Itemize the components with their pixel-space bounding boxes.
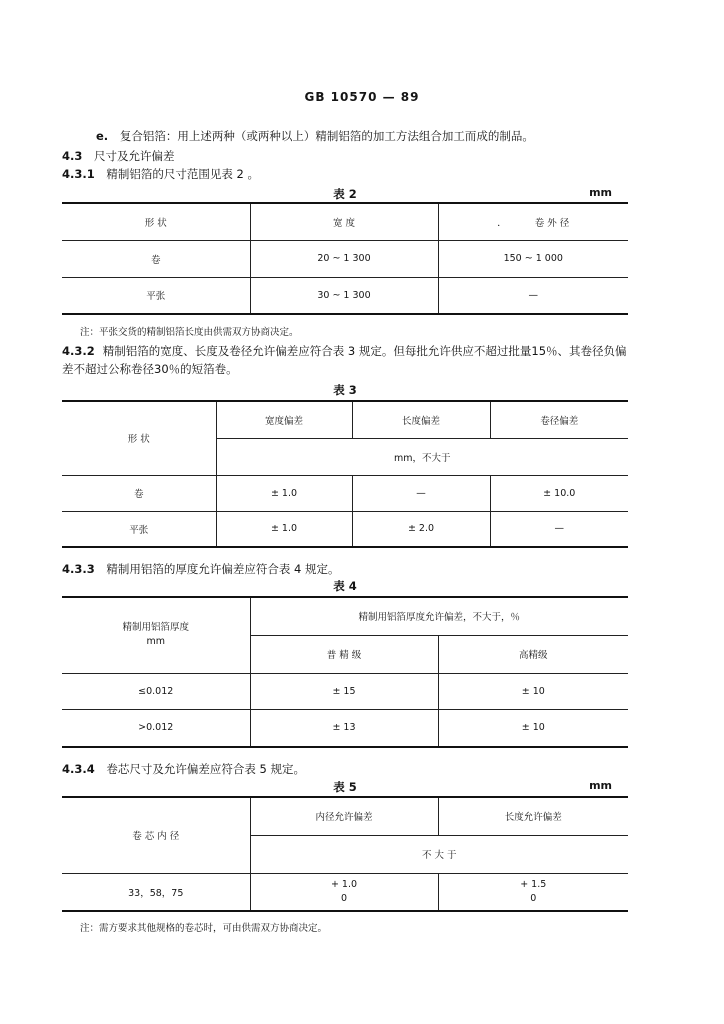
table5-unit: mm: [589, 779, 612, 792]
table5-caption: 表 5: [333, 780, 357, 794]
table4-header-row: [62, 597, 628, 635]
table2-caption: 表 2: [333, 187, 357, 201]
table3: [62, 400, 628, 548]
table2-cell-shape: 卷: [62, 240, 250, 277]
table3-cell-width-dev: ± 1.0: [216, 511, 352, 547]
table2-cell-shape: 平张: [62, 277, 250, 314]
table3-cell-length-dev: —: [352, 475, 490, 511]
table2-header-mark: ．: [497, 217, 507, 229]
section-4-3-2-text: 精制铝箔的宽度、长度及卷径允许偏差应符合表 3 规定。但每批允许供应不超过批量15％、其卷径负偏差不超过公称卷径30％的短箔卷。: [62, 344, 627, 376]
table-row: [62, 873, 628, 911]
table2: [62, 202, 628, 315]
section-4-3-2-number: 4.3.2: [62, 344, 95, 358]
table4-header-high-grade: 高精级: [438, 635, 628, 673]
table-row: [62, 277, 628, 314]
table3-cell-diameter-dev: —: [490, 511, 628, 547]
table2-header-width: 宽 度: [250, 203, 438, 240]
table4-cell-standard: ± 15: [250, 673, 438, 709]
table-row: [62, 709, 628, 747]
table4-cell-standard: ± 13: [250, 709, 438, 747]
table2-header-outer-diameter: ． 卷 外 径: [438, 203, 628, 240]
table4-cell-high: ± 10: [438, 673, 628, 709]
table3-cell-shape: 卷: [62, 475, 216, 511]
item-e-marker: e.: [96, 129, 109, 143]
table2-header-row: [62, 203, 628, 240]
section-4-3-3-number: 4.3.3: [62, 562, 95, 576]
table5-header-length-dev: 长度允许偏差: [438, 797, 628, 835]
table4-header-standard-grade: 普 精 级: [250, 635, 438, 673]
table5-note: 注：需方要求其他规格的卷芯时，可由供需双方协商决定。: [80, 923, 328, 934]
table5-length-lower: 0: [530, 892, 537, 904]
table3-cell-width-dev: ± 1.0: [216, 475, 352, 511]
table5-header-row: [62, 797, 628, 835]
section-4-3-1-number: 4.3.1: [62, 167, 95, 181]
table5-inner-upper: + 1.0: [330, 878, 358, 890]
table2-cell-outer-diameter: 150 ~ 1 000: [438, 240, 628, 277]
table4: [62, 596, 628, 748]
table5-cell-core: 33，58，75: [62, 873, 250, 911]
table2-cell-width: 20 ~ 1 300: [250, 240, 438, 277]
table3-cell-length-dev: ± 2.0: [352, 511, 490, 547]
table3-header-length-dev: 长度偏差: [352, 401, 490, 438]
table2-header-shape: 形 状: [62, 203, 250, 240]
section-4-3-4: [62, 761, 305, 777]
table4-cell-high: ± 10: [438, 709, 628, 747]
section-4-3-4-number: 4.3.4: [62, 762, 95, 776]
table3-header-row: [62, 401, 628, 438]
table-row: [62, 511, 628, 547]
table5: [62, 796, 628, 912]
table5-subheader: 不 大 于: [250, 835, 628, 873]
table3-header-shape: 形 状: [62, 401, 216, 475]
item-e: [96, 128, 534, 144]
section-4-3-4-text: 卷芯尺寸及允许偏差应符合表 5 规定。: [106, 762, 306, 776]
table4-cell-thickness: ≤0.012: [62, 673, 250, 709]
section-4-3-2: [62, 342, 628, 378]
table5-header-inner-diameter-dev: 内径允许偏差: [250, 797, 438, 835]
table4-row-header-label: 精制用铝箔厚度: [122, 622, 189, 634]
table2-cell-outer-diameter: —: [438, 277, 628, 314]
table-row: [62, 673, 628, 709]
section-4-3-title: 尺寸及允许偏差: [94, 149, 175, 163]
table3-subheader: mm，不大于: [216, 438, 628, 475]
table3-caption: 表 3: [333, 383, 357, 397]
table3-cell-diameter-dev: ± 10.0: [490, 475, 628, 511]
table2-note: 注：平张交货的精制铝箔长度由供需双方协商决定。: [80, 327, 299, 338]
section-4-3-3-text: 精制用铝箔的厚度允许偏差应符合表 4 规定。: [106, 562, 340, 576]
table4-cell-thickness: >0.012: [62, 709, 250, 747]
table5-header-core-inner-diameter: 卷 芯 内 径: [62, 797, 250, 873]
table2-cell-width: 30 ~ 1 300: [250, 277, 438, 314]
table5-length-upper: + 1.5: [520, 878, 547, 890]
table4-group-header: 精制用铝箔厚度允许偏差，不大于，％: [250, 597, 628, 635]
section-4-3-1: [62, 166, 259, 182]
table5-inner-lower: 0: [340, 892, 348, 904]
table4-caption: 表 4: [333, 579, 357, 593]
table-row: [62, 240, 628, 277]
table3-header-width-dev: 宽度偏差: [216, 401, 352, 438]
document-header: GB 10570 — 89: [304, 90, 420, 104]
table4-row-header: [62, 597, 250, 673]
section-4-3: [62, 148, 175, 164]
table2-unit: mm: [589, 186, 612, 199]
section-4-3-1-text: 精制铝箔的尺寸范围见表 2 。: [106, 167, 260, 181]
table5-cell-length-dev: [438, 873, 628, 911]
section-4-3-3: [62, 561, 340, 577]
table4-row-header-unit: mm: [146, 636, 165, 648]
item-e-text: 复合铝箔：用上述两种（或两种以上）精制铝箔的加工方法组合加工而成的制品。: [119, 129, 534, 143]
section-4-3-number: 4.3: [62, 149, 83, 163]
table5-cell-inner-dev: [250, 873, 438, 911]
table3-cell-shape: 平张: [62, 511, 216, 547]
table3-header-diameter-dev: 卷径偏差: [490, 401, 628, 438]
table-row: [62, 475, 628, 511]
